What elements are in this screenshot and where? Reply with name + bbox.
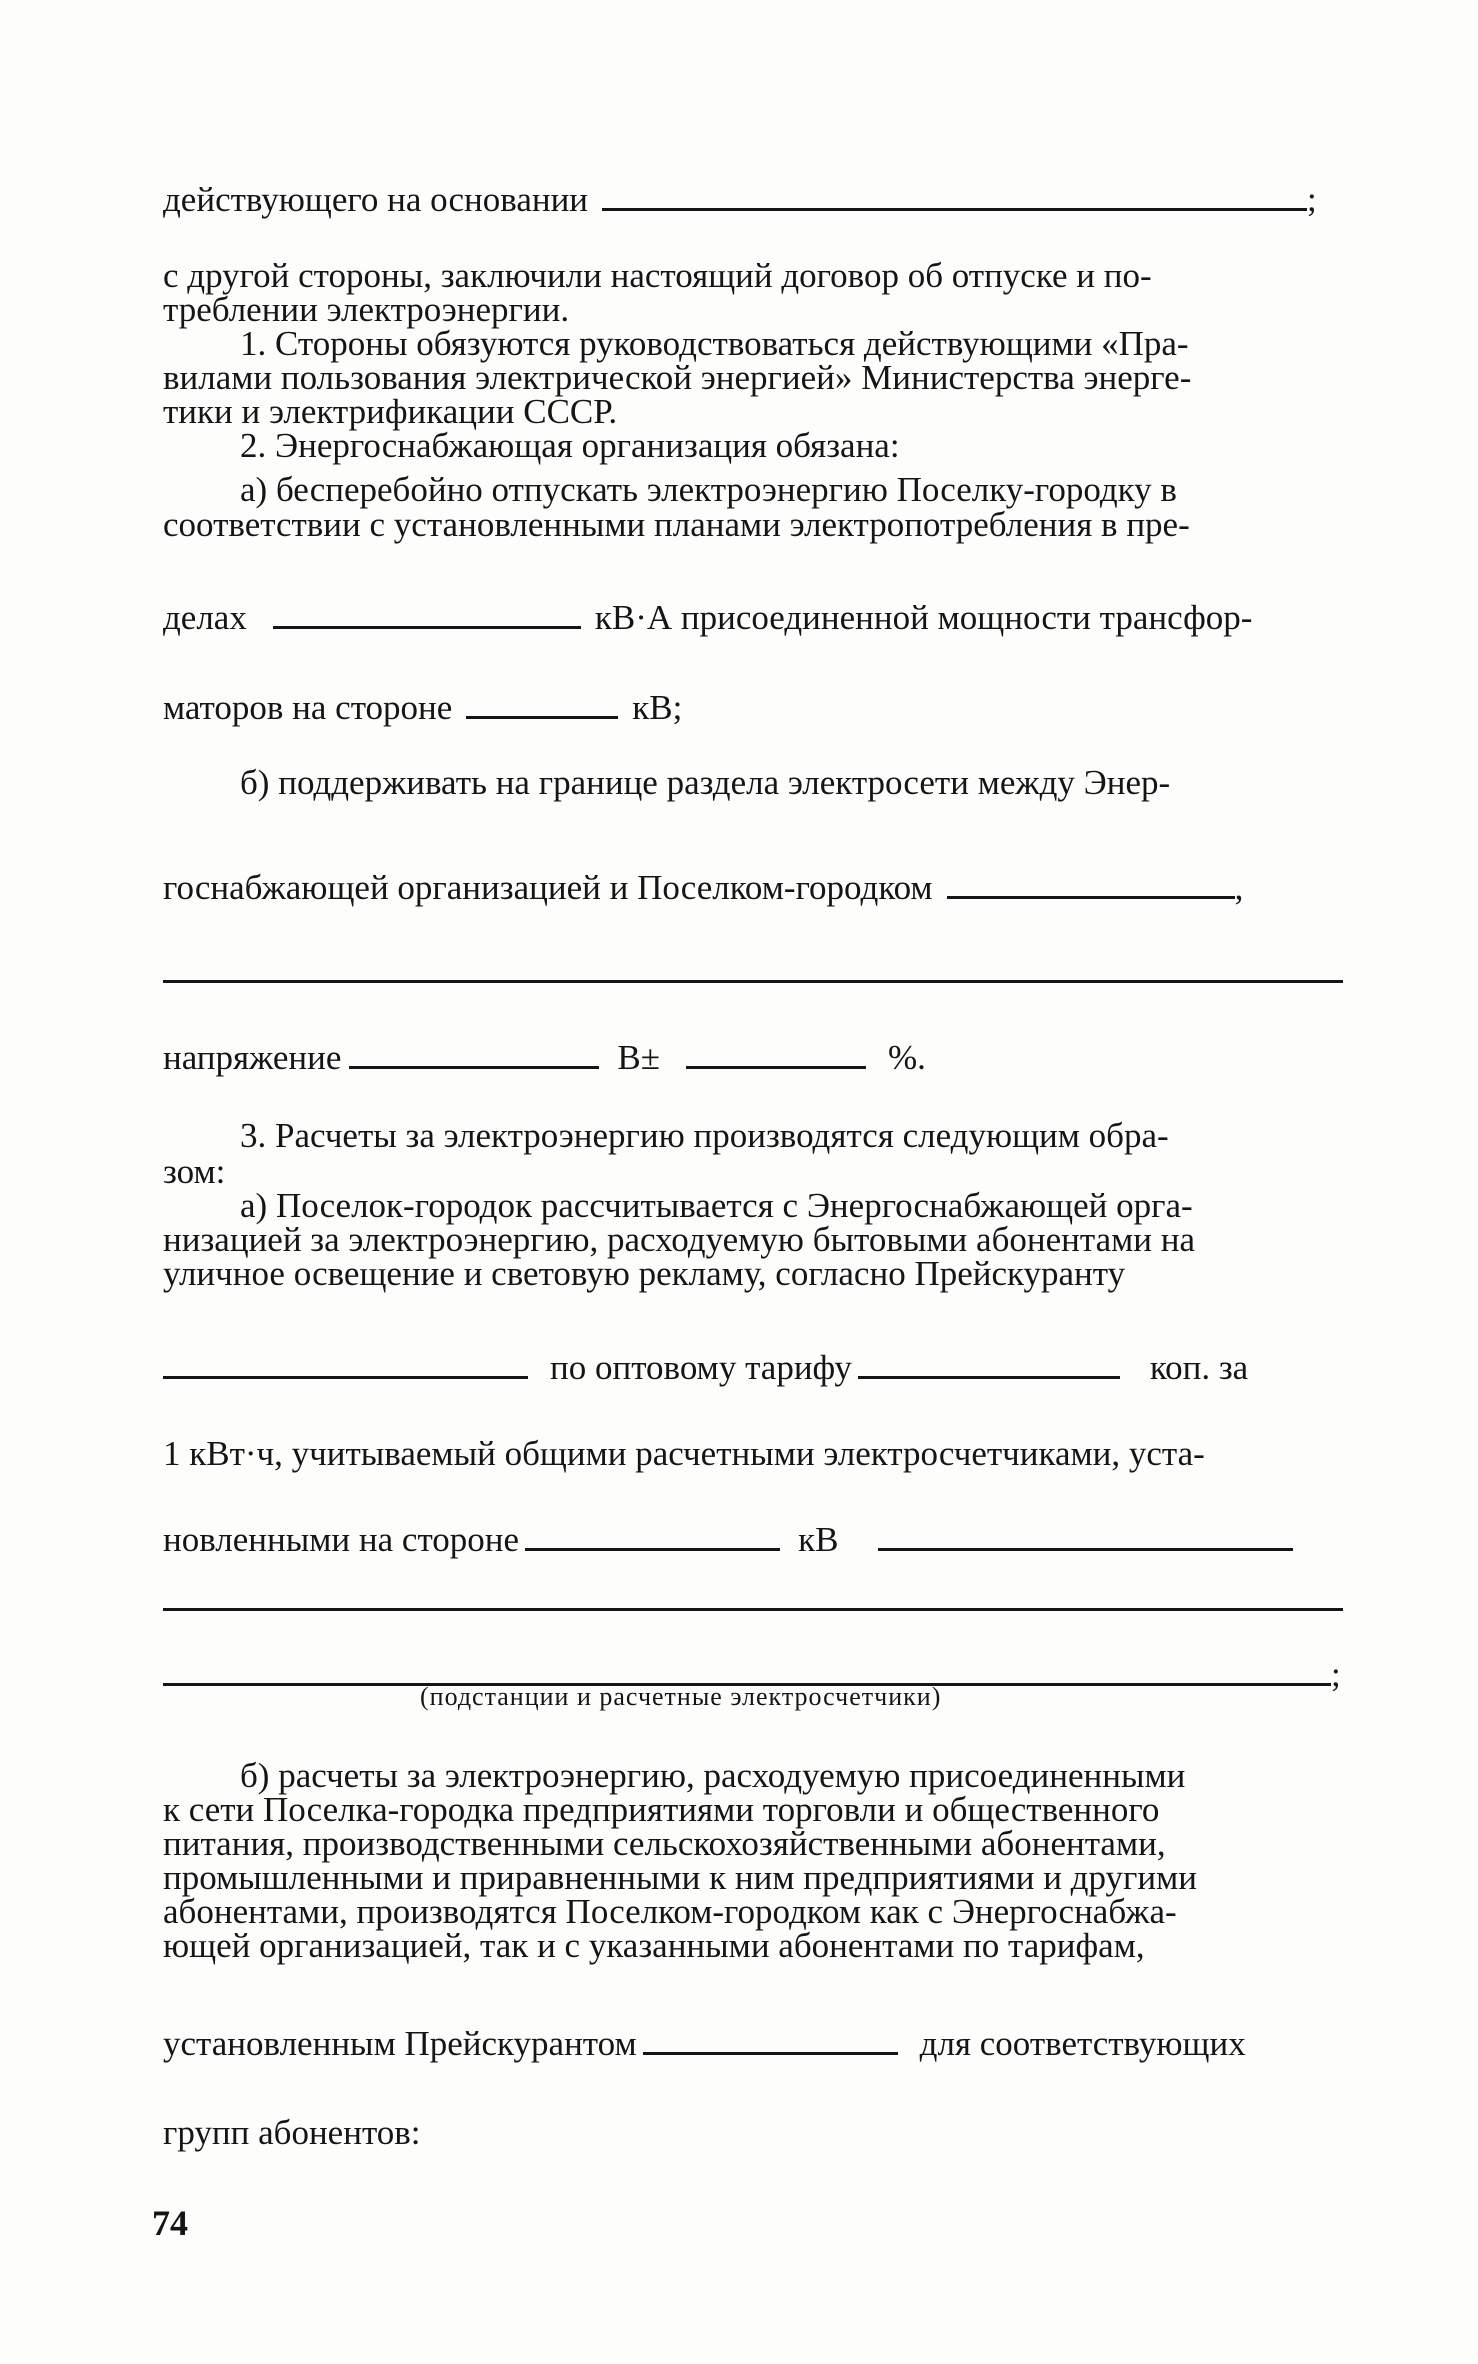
line-substations-end <box>1331 1657 1371 1692</box>
text-comma: , <box>1234 868 1244 907</box>
paragraph-text: б) поддерживать на границе раздела электросети между Энер- <box>240 763 1171 802</box>
text-line <box>163 1792 1343 1827</box>
text-kopecks: коп. за <box>1149 1348 1249 1387</box>
clause-3b <box>240 1758 1343 1793</box>
paragraph-text: к сети Поселка-городка предприятиями торговли и общественного <box>163 1790 1160 1829</box>
blank-voltage <box>349 1066 599 1069</box>
clause-1 <box>240 326 1343 361</box>
clause-3 <box>240 1118 1343 1153</box>
paragraph-text: групп абонентов: <box>163 2113 421 2152</box>
blank-tariff <box>858 1376 1120 1379</box>
paragraph-text: соответствии с установленными планами электропотребления в пре- <box>163 505 1190 544</box>
paragraph-text: вилами пользования электрической энергией» Министерства энерге- <box>163 358 1192 397</box>
clause-2 <box>240 428 1343 463</box>
text-kv: кВ <box>798 1520 839 1559</box>
text-line <box>163 1222 1343 1257</box>
text-voltage: напряжение <box>163 1038 342 1077</box>
paragraph-text: питания, производственными сельскохозяйственными абонентами, <box>163 1824 1166 1863</box>
paragraph-text: с другой стороны, заключили настоящий договор об отпуске и по- <box>163 256 1152 295</box>
paragraph-text: 2. Энергоснабжающая организация обязана: <box>240 426 900 465</box>
caption-substations-meters: (подстанции и расчетные электросчетчики) <box>420 1682 942 1711</box>
text-acting-basis: действующего на основании <box>163 180 589 219</box>
blank-full-line <box>163 1608 1343 1611</box>
clause-2b <box>240 765 1343 800</box>
text-line <box>163 1826 1343 1861</box>
text-semicolon: ; <box>1307 180 1317 219</box>
line-basis <box>163 182 1343 217</box>
clause-2a <box>240 472 1343 507</box>
text-line <box>163 1860 1343 1895</box>
line-meter-side <box>163 1522 1343 1557</box>
text-kva-capacity: кВ·А присоединенной мощности трансфор- <box>594 598 1253 637</box>
paragraph-text: уличное освещение и световую рекламу, согласно Прейскуранту <box>163 1254 1126 1293</box>
text-line <box>163 1928 1343 1963</box>
page-number: 74 <box>152 2203 188 2243</box>
text-line <box>163 258 1343 293</box>
line-transformer-side <box>163 690 1343 725</box>
text-kv: кВ; <box>632 688 683 727</box>
text-installed-side: новленными на стороне <box>163 1520 520 1559</box>
line-price-list <box>163 2026 1343 2061</box>
blank-tolerance <box>686 1066 866 1069</box>
text-volt-tolerance: В± <box>617 1038 660 1077</box>
paragraph-text: абонентами, производятся Поселком-городком как с Энергоснабжа- <box>163 1892 1177 1931</box>
text-line <box>163 2115 1343 2150</box>
paragraph-text: ющей организацией, так и с указанными абонентами по тарифам, <box>163 1926 1145 1965</box>
text-line <box>163 292 1343 327</box>
blank-price-list <box>163 1376 528 1379</box>
paragraph-text: зом: <box>163 1152 226 1191</box>
text-boundary: госнабжающей организацией и Поселком-городком <box>163 868 933 907</box>
line-wholesale-tariff <box>163 1350 1343 1385</box>
line-boundary <box>163 870 1343 905</box>
paragraph-text: 1. Стороны обязуются руководствоваться действующими «Пра- <box>240 324 1189 363</box>
text-limits: делах <box>163 598 247 637</box>
blank-kv-side <box>466 716 618 719</box>
paragraph-text: 1 кВт·ч, учитываемый общими расчетными электросчетчиками, уста- <box>163 1434 1205 1473</box>
text-line <box>163 507 1343 542</box>
text-price-list: установленным Прейскурантом <box>163 2024 637 2063</box>
paragraph-text: низацией за электроэнергию, расходуемую бытовыми абонентами на <box>163 1220 1196 1259</box>
text-semicolon: ; <box>1331 1655 1341 1694</box>
paragraph-text: треблении электроэнергии. <box>163 290 570 329</box>
text-transformer-side: маторов на стороне <box>163 688 453 727</box>
text-wholesale-tariff: по оптовому тарифу <box>550 1348 852 1387</box>
line-limits <box>163 600 1343 635</box>
blank-meter-side <box>525 1548 780 1551</box>
blank-boundary <box>947 896 1235 899</box>
text-line <box>163 1894 1343 1929</box>
text-line <box>163 1154 1343 1189</box>
text-corresponding: для соответствующих <box>919 2024 1246 2063</box>
blank-kva <box>273 626 581 629</box>
blank-full-line <box>163 980 1343 983</box>
paragraph-text: промышленными и приравненными к ним предприятиями и другими <box>163 1858 1197 1897</box>
text-line <box>163 1256 1343 1291</box>
paragraph-text: 3. Расчеты за электроэнергию производятся следующим обра- <box>240 1116 1169 1155</box>
paragraph-text: а) Поселок-городок рассчитывается с Энергоснабжающей орга- <box>240 1186 1193 1225</box>
line-voltage <box>163 1040 1343 1075</box>
paragraph-text: б) расчеты за электроэнергию, расходуемую присоединенными <box>240 1756 1186 1795</box>
text-percent: %. <box>887 1038 926 1077</box>
blank-meter-kv <box>878 1548 1293 1551</box>
text-line <box>163 1436 1343 1471</box>
text-line <box>163 394 1343 429</box>
paragraph-text: а) бесперебойно отпускать электроэнергию Поселку-городку в <box>240 470 1177 509</box>
text-line <box>163 360 1343 395</box>
paragraph-text: тики и электрификации СССР. <box>163 392 618 431</box>
blank-basis <box>602 208 1307 211</box>
clause-3a <box>240 1188 1343 1223</box>
blank-price-list-ref <box>643 2052 898 2055</box>
